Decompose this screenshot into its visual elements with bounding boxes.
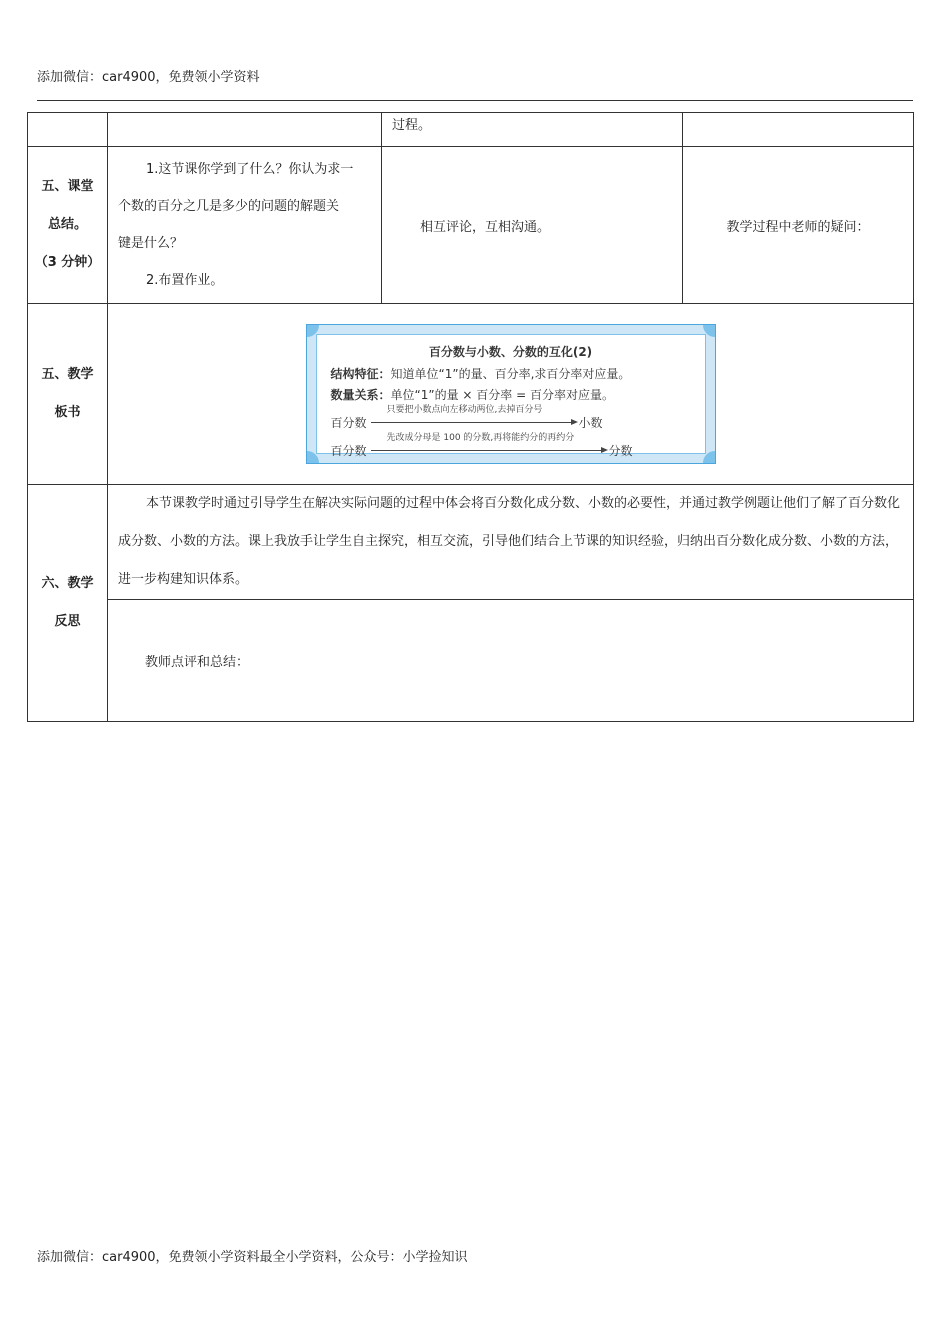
process-cell: 过程。 [382,113,683,147]
arrow-shaft [371,422,571,423]
board-cell [108,304,914,485]
arrow-head [571,419,578,425]
board-title: 百分数与小数、分数的互化(2) [428,345,593,359]
header-divider [37,100,913,101]
reflection-text: 本节课教学时通过引导学生在解决实际问题的过程中体会将百分数化成分数、小数的必要性，并通过教学例题让他们了解了百分数化成分数、小数的方法。课上我放手让学生自主探究，相互交流，引导他们结合上节课的知识经验，归纳出百分数化成分数、小数的方法，进一步构建知识体系。 [118,496,901,587]
table-row-teacher-note [28,600,914,722]
summary-content: 1.这节课你学到了什么？你认为求一 个数的百分之几是多少的问题的解题关 键是什么？ 2.布置作业。 [108,147,382,304]
summary-label: 五、课堂 总结。 （3 分钟） [28,147,108,304]
teacher-question: 教学过程中老师的疑问： [683,147,914,304]
teacher-note-cell [108,600,914,722]
student-activity: 相互评论，互相沟通。 [382,147,683,304]
table-row-process [28,113,914,147]
board-inner-panel [316,334,706,458]
arrow-head [601,447,608,453]
reflection-label: 六、教学 反思 [28,485,108,722]
table-row-board [28,304,914,485]
lesson-plan-table [27,112,914,722]
blackboard-figure [306,324,716,464]
board-structure-line: 结构特征：知道单位“1”的量、百分率,求百分率对应量。 [330,367,631,381]
teacher-note: 教师点评和总结： [145,655,250,670]
table-row-summary [28,147,914,304]
page-footer: 添加微信：car4900，免费领小学资料最全小学资料，公众号：小学捡知识 [37,1250,468,1265]
table-row-reflection [28,485,914,600]
page-header: 添加微信：car4900，免费领小学资料 [37,70,260,85]
board-relation-line: 数量关系：单位“1”的量 × 百分率 = 百分率对应量。 [330,388,614,402]
arrow-shaft [371,450,601,451]
board-arrow-fraction: 百分数 先改成分母是 100 的分数,再将能约分的再约分 分数 [330,433,633,458]
board-label: 五、教学 板书 [28,304,108,485]
reflection-text-cell [108,485,914,600]
board-arrow-decimal: 百分数 只要把小数点向左移动两位,去掉百分号 小数 [330,405,603,430]
